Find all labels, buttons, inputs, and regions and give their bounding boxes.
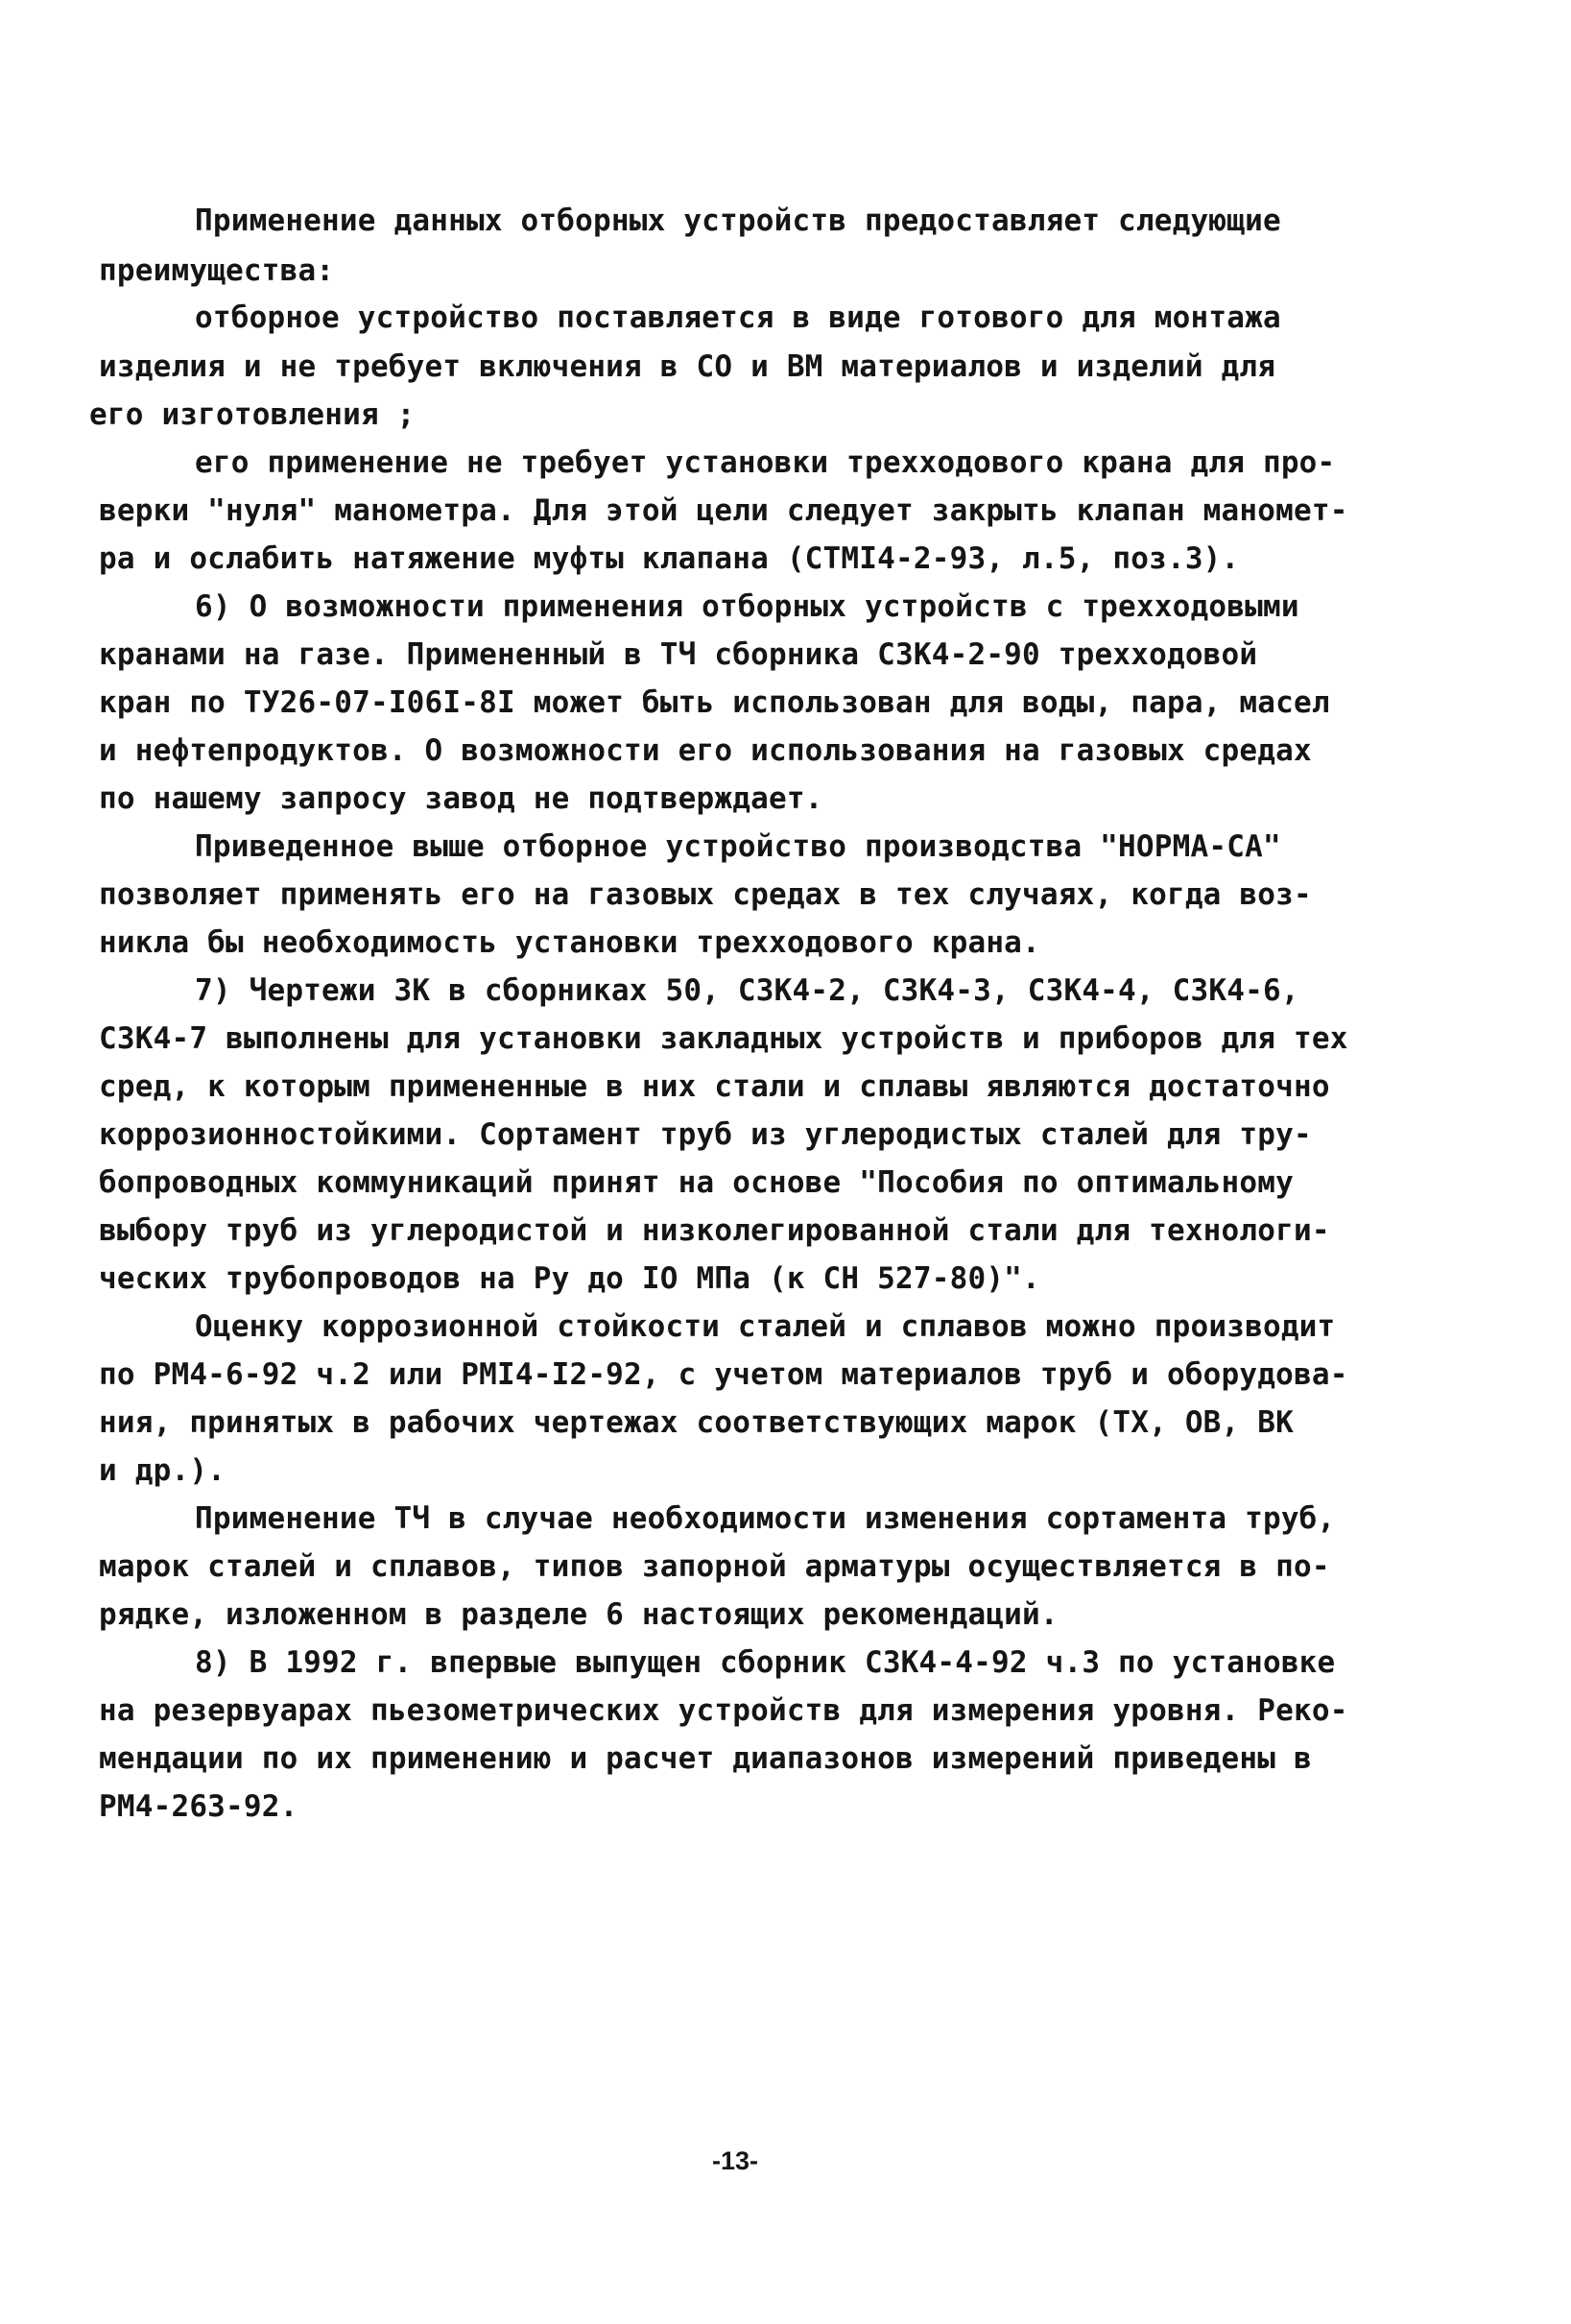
text-line: преимущества: (99, 253, 335, 288)
text-line: кран по ТУ26-07-I06I-8I может быть использован для воды, пара, масел (99, 685, 1330, 720)
text-line: ния, принятых в рабочих чертежах соответствующих марок (ТХ, ОВ, ВК (99, 1405, 1294, 1440)
text-line: РМ4-263-92. (99, 1789, 298, 1824)
text-line: и нефтепродуктов. О возможности его использования на газовых средах (99, 733, 1312, 768)
text-line: его изготовления ; (89, 397, 416, 432)
text-line: отборное устройство поставляется в виде готового для монтажа (195, 300, 1281, 335)
text-line: Применение ТЧ в случае необходимости изменения сортамента труб, (195, 1501, 1336, 1536)
text-line: марок сталей и сплавов, типов запорной арматуры осуществляется в по- (99, 1549, 1330, 1584)
text-line: на резервуарах пьезометрических устройств для измерения уровня. Реко- (99, 1693, 1348, 1728)
text-line: по нашему запросу завод не подтверждает. (99, 781, 823, 816)
text-line: верки "нуля" манометра. Для этой цели следует закрыть клапан маномет- (99, 493, 1348, 528)
text-line: СЗК4-7 выполнены для установки закладных устройств и приборов для тех (99, 1021, 1348, 1056)
text-line: 8) В 1992 г. впервые выпущен сборник СЗК4-4-92 ч.3 по установке (195, 1645, 1336, 1680)
text-line: 6) О возможности применения отборных устройств с трехходовыми (195, 589, 1299, 624)
text-line: Оценку коррозионной стойкости сталей и сплавов можно производит (195, 1309, 1336, 1344)
text-line: Применение данных отборных устройств предоставляет следующие (195, 204, 1281, 238)
text-line: мендации по их применению и расчет диапазонов измерений приведены в (99, 1741, 1312, 1776)
text-line: коррозионностойкими. Сортамент труб из углеродистых сталей для тру- (99, 1117, 1312, 1152)
text-line: Приведенное выше отборное устройство производства "НОРМА-СА" (195, 829, 1281, 864)
text-line: 7) Чертежи ЗК в сборниках 50, СЗК4-2, СЗК4-3, СЗК4-4, СЗК4-6, (195, 973, 1299, 1008)
text-line: и др.). (99, 1453, 226, 1488)
text-line: кранами на газе. Примененный в ТЧ сборника СЗК4-2-90 трехходовой (99, 637, 1258, 672)
text-line: ра и ослабить натяжение муфты клапана (СТМI4-2-93, л.5, поз.3). (99, 541, 1240, 576)
text-line: его применение не требует установки трехходового крана для про- (195, 445, 1336, 480)
page-number: -13- (712, 2146, 759, 2175)
text-line: бопроводных коммуникаций принят на основе "Пособия по оптимальному (99, 1165, 1294, 1200)
text-line: никла бы необходимость установки трехходового крана. (99, 925, 1040, 960)
text-line: позволяет применять его на газовых средах в тех случаях, когда воз- (99, 877, 1312, 912)
text-line: рядке, изложенном в разделе 6 настоящих рекомендаций. (99, 1597, 1059, 1632)
text-line: изделия и не требует включения в СО и ВМ материалов и изделий для (99, 349, 1276, 384)
text-line: выбору труб из углеродистой и низколегированной стали для технологи- (99, 1213, 1330, 1248)
text-line: ческих трубопроводов на Ру до IO МПа (к СН 527-80)". (99, 1261, 1040, 1296)
text-line: по РМ4-6-92 ч.2 или РМI4-I2-92, с учетом материалов труб и оборудова- (99, 1357, 1348, 1392)
text-line: сред, к которым примененные в них стали и сплавы являются достаточно (99, 1069, 1330, 1104)
